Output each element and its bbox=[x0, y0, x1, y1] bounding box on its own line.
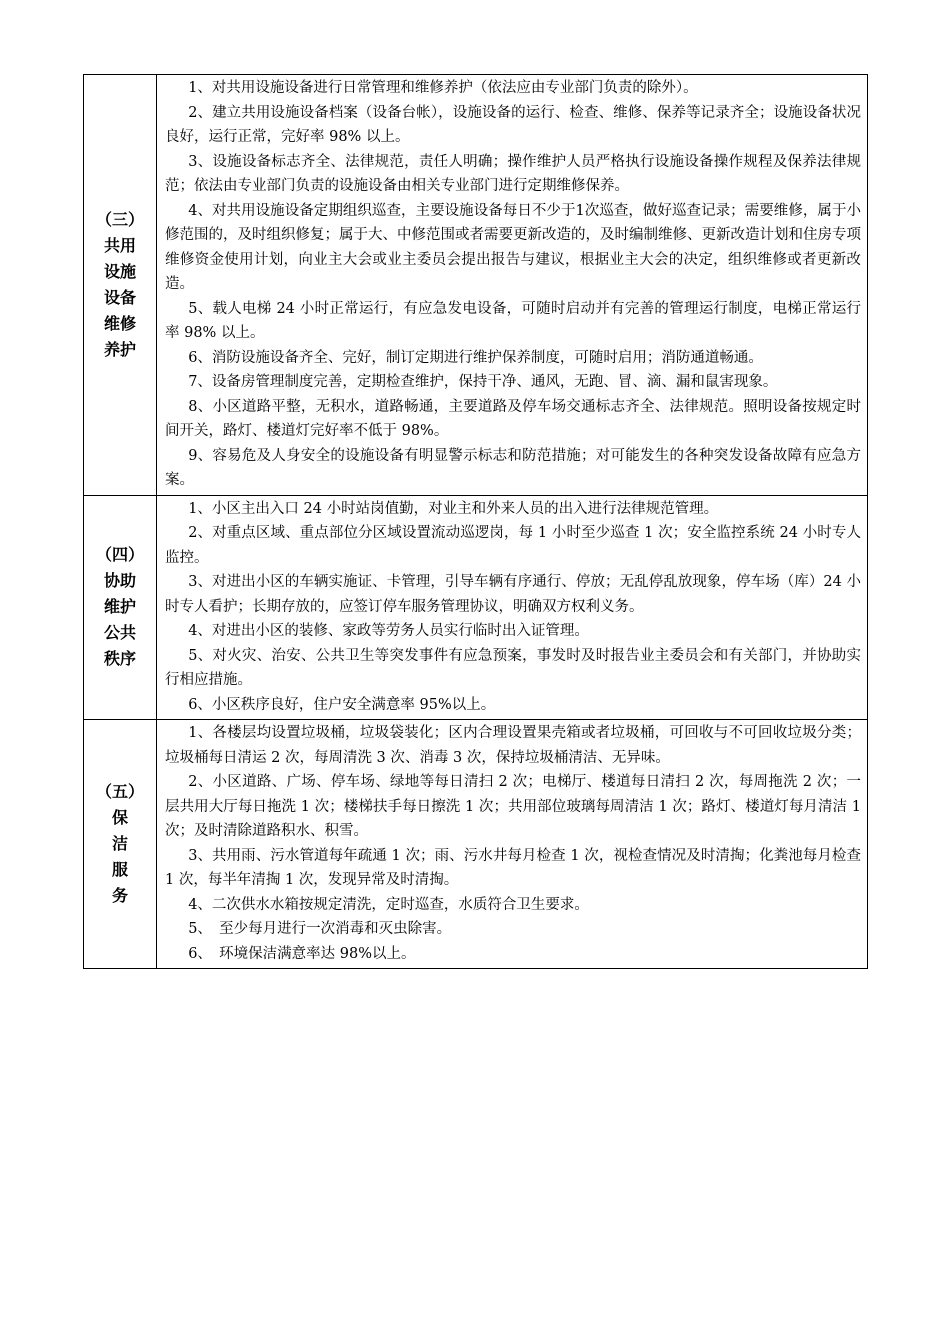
category-label: 养护 bbox=[103, 339, 136, 359]
list-item: 2、小区道路、广场、停车场、绿地等每日清扫 2 次；电梯厅、楼道每日清扫 2 次，每周拖洗 2 次；一层共用大厅每日拖洗 1 次；楼梯扶手每日擦洗 1 次；共用部位玻璃每周清洁 1 次；路灯、楼道灯每月清洁 1 次；及时清除道路积水、积雪。 bbox=[165, 774, 861, 839]
category-label: （五） bbox=[95, 782, 144, 801]
list-item: 5、 至少每月进行一次消毒和灭虫除害。 bbox=[188, 921, 452, 937]
list-item: 9、容易危及人身安全的设施设备有明显警示标志和防范措施；对可能发生的各种突发设备故障有应急方案。 bbox=[165, 447, 861, 488]
category-label: 务 bbox=[111, 886, 128, 905]
category-label: 维护 bbox=[103, 597, 136, 617]
list-item: 6、 环境保洁满意率达 98%以上。 bbox=[188, 945, 416, 962]
list-item: 2、建立共用设施设备档案（设备台帐），设施设备的运行、检查、维修、保养等记录齐全；设施设备状况良好，运行正常，完好率 98% 以上。 bbox=[165, 104, 861, 145]
category-label: 服 bbox=[111, 860, 128, 879]
list-item: 1、各楼层均设置垃圾桶，垃圾袋装化；区内合理设置果壳箱或者垃圾桶，可回收与不可回收垃圾分类；垃圾桶每日清运 2 次，每周清洗 3 次、消毒 3 次，保持垃圾桶清洁、无异味。 bbox=[165, 725, 861, 766]
list-item: 5、载人电梯 24 小时正常运行，有应急发电设备，可随时启动并有完善的管理运行制度，电梯正常运行率 98% 以上。 bbox=[165, 300, 861, 341]
content-cell bbox=[157, 495, 868, 720]
list-item: 3、对进出小区的车辆实施证、卡管理，引导车辆有序通行、停放；无乱停乱放现象，停车场（库）24 小时专人看护；长期存放的，应签订停车服务管理协议，明确双方权利义务。 bbox=[165, 574, 861, 615]
category-cell bbox=[84, 75, 157, 496]
list-item: 4、对共用设施设备定期组织巡查，主要设施设备每日不少于1次巡查，做好巡查记录；需要维修，属于小修范围的，及时组织修复；属于大、中修范围或者需要更新改造的，及时编制维修、更新改造计划和住房专项维修资金使用计划，向业主大会或业主委员会提出报告与建议，根据业主大会的决定，组织维修或者更新改造。 bbox=[165, 202, 861, 292]
content-cell bbox=[157, 720, 868, 969]
table-row bbox=[84, 495, 868, 720]
category-cell bbox=[84, 495, 157, 720]
category-label: 公共 bbox=[103, 623, 136, 643]
service-standards-table bbox=[83, 74, 868, 969]
content-cell bbox=[157, 75, 868, 496]
list-item: 1、对共用设施设备进行日常管理和维修养护（依法应由专业部门负责的除外）。 bbox=[188, 80, 698, 96]
category-label: 共用 bbox=[103, 235, 136, 255]
list-item: 6、消防设施设备齐全、完好，制订定期进行维护保养制度，可随时启用；消防通道畅通。 bbox=[188, 349, 763, 366]
list-item: 6、小区秩序良好，住户安全满意率 95%以上。 bbox=[188, 696, 496, 713]
list-item: 2、对重点区域、重点部位分区域设置流动巡逻岗，每 1 小时至少巡查 1 次；安全监控系统 24 小时专人监控。 bbox=[165, 525, 861, 566]
list-item: 8、小区道路平整，无积水，道路畅通，主要道路及停车场交通标志齐全、法律规范。照明设备按规定时间开关，路灯、楼道灯完好率不低于 98%。 bbox=[165, 398, 861, 439]
category-label: 协助 bbox=[103, 571, 136, 591]
list-item: 5、对火灾、治安、公共卫生等突发事件有应急预案，事发时及时报告业主委员会和有关部门，并协助实行相应措施。 bbox=[165, 647, 861, 688]
table-row bbox=[84, 720, 868, 969]
list-item: 4、二次供水水箱按规定清洗，定时巡查，水质符合卫生要求。 bbox=[188, 896, 589, 913]
category-label: 秩序 bbox=[103, 649, 136, 669]
category-label: 洁 bbox=[111, 834, 128, 853]
list-item: 3、设施设备标志齐全、法律规范，责任人明确；操作维护人员严格执行设施设备操作规程及保养法律规范；依法由专业部门负责的设施设备由相关专业部门进行定期维修保养。 bbox=[165, 153, 861, 194]
category-label: （三） bbox=[95, 209, 144, 229]
category-label: 维修 bbox=[103, 313, 136, 333]
list-item: 1、小区主出入口 24 小时站岗值勤，对业主和外来人员的出入进行法律规范管理。 bbox=[188, 500, 719, 517]
list-item: 3、共用雨、污水管道每年疏通 1 次；雨、污水井每月检查 1 次，视检查情况及时清掏；化粪池每月检查 1 次，每半年清掏 1 次，发现异常及时清掏。 bbox=[165, 847, 861, 888]
category-label: 设备 bbox=[103, 287, 136, 307]
category-label: 保 bbox=[111, 808, 128, 827]
table-row bbox=[84, 75, 868, 496]
list-item: 4、对进出小区的装修、家政等劳务人员实行临时出入证管理。 bbox=[188, 623, 589, 639]
category-label: （四） bbox=[95, 545, 144, 565]
list-item: 7、设备房管理制度完善，定期检查维护，保持干净、通风，无跑、冒、滴、漏和鼠害现象。 bbox=[188, 374, 778, 390]
category-label: 设施 bbox=[103, 261, 136, 281]
category-cell bbox=[84, 720, 157, 969]
